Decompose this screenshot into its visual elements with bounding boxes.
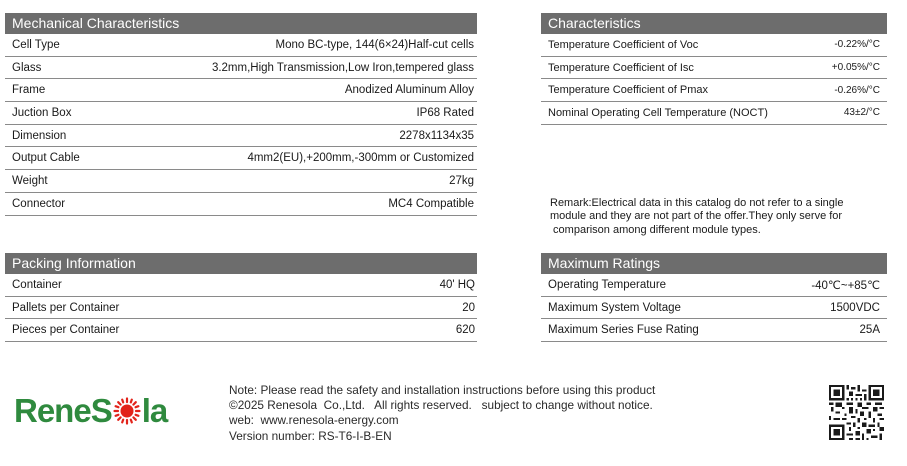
row-label: Weight (12, 174, 48, 187)
version-line (229, 429, 655, 444)
row-label: Pieces per Container (12, 324, 120, 337)
row-label: Container (12, 278, 62, 291)
table-row (541, 34, 887, 57)
remark-text (550, 197, 890, 237)
logo-text-left: ReneS (14, 392, 112, 429)
copyright-text: ©2025 Renesola Co.,Ltd. All rights reserved. subject to change without notice. (229, 398, 653, 413)
version-label: Version number: (229, 428, 319, 443)
remark-line: comparison among different module types. (550, 223, 761, 236)
table-row (5, 297, 477, 320)
table-row (5, 319, 477, 342)
renesola-logo (14, 391, 204, 431)
version-number: RS-T6-I-B-EN (318, 428, 392, 443)
table-row (5, 57, 477, 80)
characteristics-table (541, 13, 887, 125)
maximum-ratings-header: Maximum Ratings (541, 253, 887, 274)
table-row (5, 79, 477, 102)
mechanical-characteristics-table (5, 13, 477, 216)
table-row (5, 34, 477, 57)
row-value: 1500VDC (830, 301, 880, 314)
characteristics-header: Characteristics (541, 13, 887, 34)
table-row (541, 274, 887, 297)
row-value: 620 (455, 324, 475, 337)
packing-header: Packing Information (5, 253, 477, 274)
row-label: Connector (12, 197, 66, 210)
row-value: 4mm2(EU),+200mm,-300mm or Customized (247, 152, 474, 165)
logo-text-right: la (141, 392, 168, 429)
row-value: -0.26%/°C (834, 84, 880, 96)
table-row (5, 274, 477, 297)
table-row (5, 193, 477, 216)
sun-icon (113, 397, 141, 425)
table-row (5, 125, 477, 148)
row-value: IP68 Rated (416, 106, 474, 119)
table-row (5, 170, 477, 193)
row-label: Pallets per Container (12, 301, 120, 314)
row-value: 25A (859, 324, 880, 337)
safety-note: Note: Please read the safety and installation instructions before using this product (229, 383, 656, 397)
row-label: Dimension (12, 129, 67, 142)
row-value: 40' HQ (439, 278, 475, 291)
website-text: web: www.renesola-energy.com (229, 413, 399, 428)
row-label: Temperature Coefficient of Isc (548, 61, 694, 74)
row-value: 3.2mm,High Transmission,Low Iron,tempered glass (211, 61, 474, 74)
footer-notes (229, 383, 655, 444)
table-row (541, 57, 887, 80)
row-label: Frame (12, 84, 46, 97)
table-row (541, 319, 887, 342)
row-label: Maximum System Voltage (548, 301, 681, 314)
table-row (5, 147, 477, 170)
row-label: Temperature Coefficient of Voc (548, 38, 699, 51)
row-value: +0.05%/°C (831, 62, 880, 74)
row-label: Maximum Series Fuse Rating (548, 324, 699, 337)
row-label: Glass (12, 61, 42, 74)
table-row (541, 79, 887, 102)
row-value: 43±2/°C (843, 107, 880, 119)
table-row (541, 102, 887, 125)
row-label: Operating Temperature (548, 278, 667, 291)
table-row (541, 297, 887, 320)
row-value: 20 (462, 301, 475, 314)
packing-information-table (5, 253, 477, 342)
mechanical-header: Mechanical Characteristics (5, 13, 477, 34)
row-label: Temperature Coefficient of Pmax (548, 84, 708, 97)
row-value: -0.22%/°C (834, 39, 880, 51)
row-label: Cell Type (12, 38, 60, 51)
row-value: MC4 Compatible (388, 197, 474, 210)
row-label: Nominal Operating Cell Temperature (NOCT) (548, 106, 768, 119)
row-label: Juction Box (12, 106, 72, 119)
row-value: Mono BC-type, 144(6×24)Half-cut cells (275, 38, 474, 51)
row-value: 27kg (449, 174, 474, 187)
qr-code-icon[interactable] (829, 385, 884, 440)
row-value: 2278x1134x35 (399, 129, 474, 142)
row-label: Output Cable (12, 152, 80, 165)
remark-line: module and they are not part of the offer.They only serve for (550, 210, 843, 223)
row-value: Anodized Aluminum Alloy (344, 84, 474, 97)
table-row (5, 102, 477, 125)
maximum-ratings-table (541, 253, 887, 342)
row-value: -40℃~+85℃ (811, 279, 880, 292)
remark-line: Remark:Electrical data in this catalog do not refer to a single (550, 197, 844, 209)
